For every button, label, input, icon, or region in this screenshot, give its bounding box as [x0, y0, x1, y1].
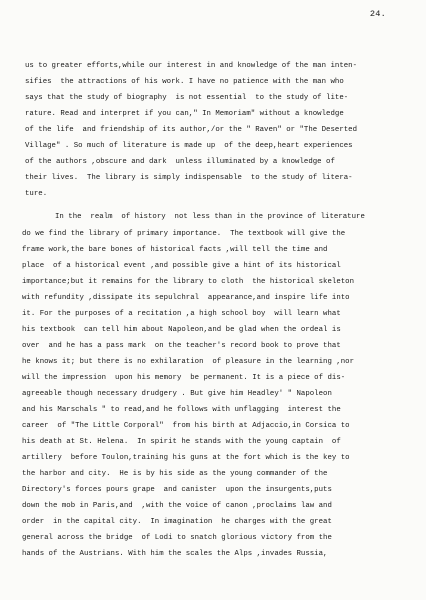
text-line: Village" . So much of literature is made up of the deep,heart experiences — [25, 142, 353, 150]
text-line: general across the bridge of Lodi to snatch glorious victory from the — [22, 534, 332, 542]
text-line: rature. Read and interpret if you can," In Memoriam" without a knowledge — [25, 110, 344, 118]
page-number: 24. — [369, 9, 386, 19]
text-line: says that the study of biography is not essential to the study of lite- — [25, 94, 349, 102]
text-line: of the life and friendship of its author,/or the " Raven" or "The Deserted — [25, 126, 358, 134]
text-line: it. For the purposes of a recitation ,a high school boy will learn what — [22, 310, 341, 318]
text-line: and his Marschals " to read,and he follows with unflagging interest the — [22, 406, 341, 414]
text-line: artillery before Toulon,training his guns at the fort which is the key to — [22, 454, 350, 462]
text-line: place of a historical event ,and possible give a hint of its historical — [22, 262, 341, 270]
text-line: agreeable though necessary drudgery . But give him Headley' " Napoleon — [22, 390, 332, 398]
text-line: Directory's forces pours grape and canister upon the insurgents,puts — [22, 486, 332, 494]
text-line: his textbook can tell him about Napoleon,and be glad when the ordeal is — [22, 326, 341, 334]
text-line: down the mob in Paris,and ,with the voice of canon ,proclaims law and — [22, 502, 332, 510]
text-line: the harbor and city. He is by his side as the young commander of the — [22, 470, 328, 478]
text-line: their lives. The library is simply indispensable to the study of litera- — [25, 174, 353, 182]
text-line: importance;but it remains for the library to cloth the historical skeleton — [22, 278, 355, 286]
text-line: with refundity ,dissipate its sepulchral appearance,and inspire life into — [22, 294, 350, 302]
text-line: sifies the attractions of his work. I have no patience with the man who — [25, 78, 344, 86]
text-line: order in the capital city. In imagination he charges with the great — [22, 518, 332, 526]
text-line: career of "The Little Corporal" from his birth at Adjaccio,in Corsica to — [22, 422, 350, 430]
text-line: he knows it; but there is no exhilaration of pleasure in the learning ,nor — [22, 358, 355, 366]
text-line: us to greater efforts,while our interest in and knowledge of the man inten- — [25, 62, 358, 70]
text-line: frame work,the bare bones of historical facts ,will tell the time and — [22, 246, 328, 254]
text-line: In the realm of history not less than in the province of literature — [55, 213, 365, 221]
text-line: ture. — [25, 190, 48, 198]
text-line: do we find the library of primary importance. The textbook will give the — [22, 230, 346, 238]
text-line: will the impression upon his memory be permanent. It is a piece of dis- — [22, 374, 346, 382]
text-line: over and he has a pass mark on the teacher's record book to prove that — [22, 342, 341, 350]
text-line: his death at St. Helena. In spirit he stands with the young captain of — [22, 438, 341, 446]
text-line: hands of the Austrians. With him the scales the Alps ,invades Russia, — [22, 550, 328, 558]
text-line: of the authors ,obscure and dark unless illuminated by a knowledge of — [25, 158, 335, 166]
